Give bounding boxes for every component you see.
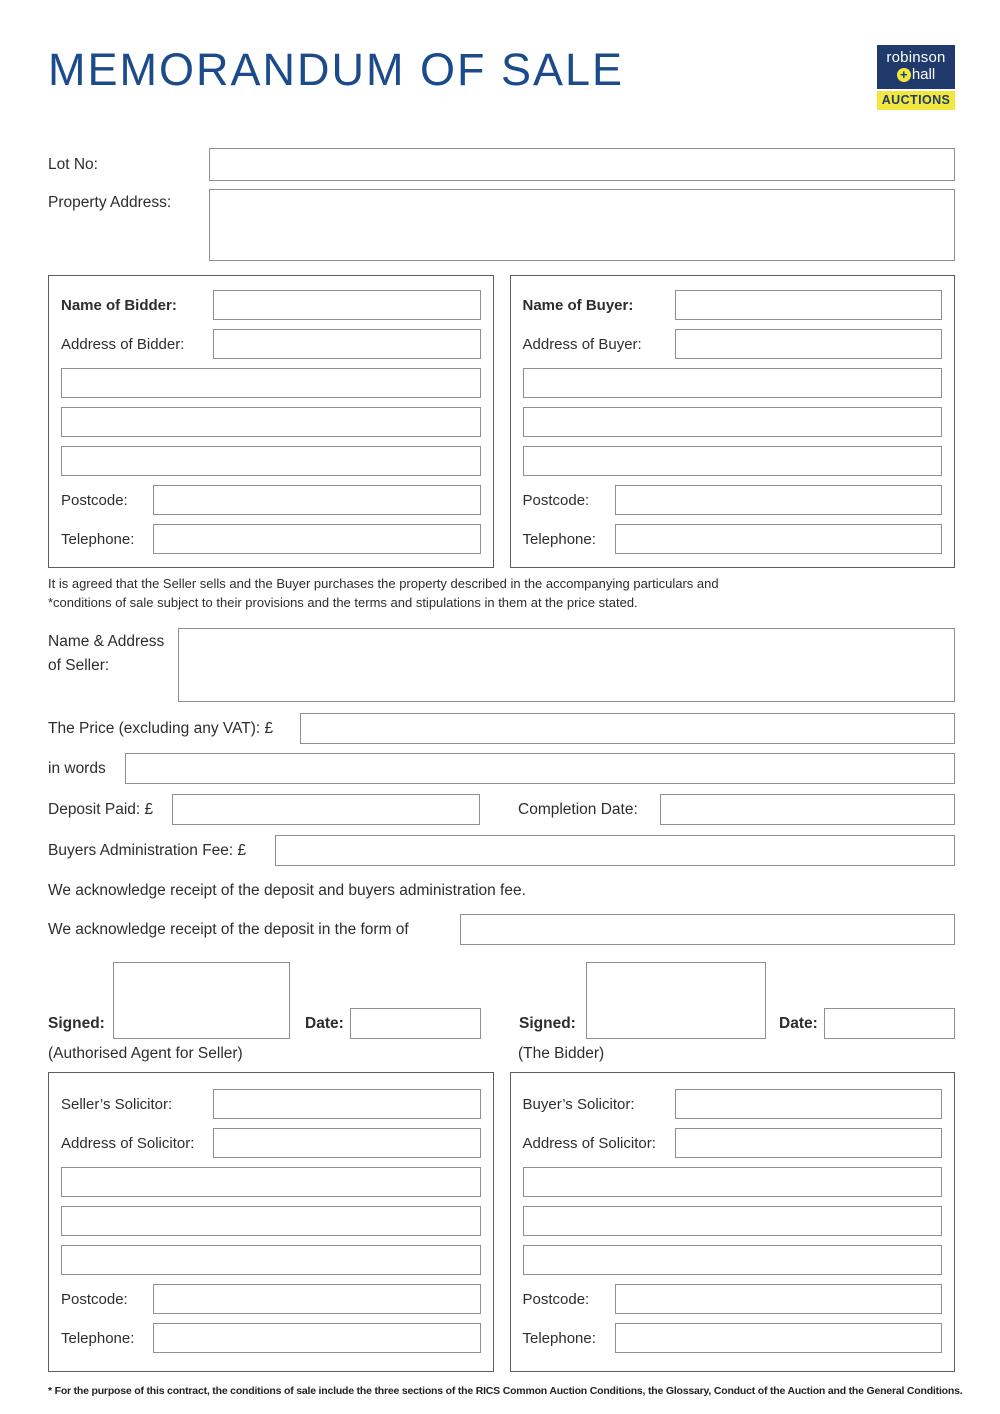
name-of-bidder-input[interactable] bbox=[213, 290, 481, 320]
bidder-name-row bbox=[61, 290, 481, 320]
buyer-name-row bbox=[523, 290, 943, 320]
deposit-completion-row bbox=[48, 794, 955, 825]
signature-captions bbox=[48, 1045, 955, 1063]
buyer-solicitor-address-input[interactable] bbox=[675, 1128, 943, 1158]
bidder-address-row bbox=[61, 329, 481, 359]
buyer-telephone-row bbox=[523, 524, 943, 554]
property-address-label: Property Address: bbox=[48, 194, 172, 211]
buyer-address-row bbox=[523, 329, 943, 359]
deposit-form-input[interactable] bbox=[460, 914, 955, 945]
price-label: The Price (excluding any VAT): £ bbox=[48, 719, 274, 737]
seller-solicitor-address-line-row bbox=[61, 1245, 481, 1275]
agent-date-input[interactable] bbox=[350, 1008, 481, 1039]
completion-date-label: Completion Date: bbox=[518, 800, 638, 818]
seller-solicitor-label: Seller’s Solicitor: bbox=[61, 1095, 173, 1113]
seller-solicitor-telephone-row bbox=[61, 1323, 481, 1353]
buyer-solicitor-name-row bbox=[523, 1089, 943, 1119]
bidder-date-input[interactable] bbox=[824, 1008, 955, 1039]
buyer-solicitor-address-line-input[interactable] bbox=[523, 1245, 943, 1275]
price-in-words-input[interactable] bbox=[125, 753, 955, 784]
buyer-solicitor-telephone-row bbox=[523, 1323, 943, 1353]
bidder-postcode-input[interactable] bbox=[153, 485, 481, 515]
seller-solicitor-box bbox=[48, 1072, 494, 1372]
address-of-buyer-input[interactable] bbox=[675, 329, 943, 359]
name-of-bidder-label: Name of Bidder: bbox=[61, 296, 177, 314]
signature-row bbox=[48, 962, 955, 1039]
buyer-solicitor-address-line-input[interactable] bbox=[523, 1206, 943, 1236]
brand-logo bbox=[877, 45, 955, 110]
bidder-address-line-row bbox=[61, 407, 481, 437]
buyer-solicitor-input[interactable] bbox=[675, 1089, 943, 1119]
logo-line1: robinson bbox=[886, 49, 946, 66]
buyer-address-line-row bbox=[523, 368, 943, 398]
seller-solicitor-address-line-input[interactable] bbox=[61, 1245, 481, 1275]
page-title: MEMORANDUM OF SALE bbox=[48, 44, 625, 95]
seller-solicitor-address-input[interactable] bbox=[213, 1128, 481, 1158]
seller-solicitor-address-label: Address of Solicitor: bbox=[61, 1134, 195, 1152]
buyer-solicitor-postcode-label: Postcode: bbox=[522, 1290, 590, 1308]
bidder-address-line-row bbox=[61, 368, 481, 398]
buyer-postcode-row bbox=[523, 485, 943, 515]
bidder-address-line-input[interactable] bbox=[61, 407, 481, 437]
seller-solicitor-postcode-label: Postcode: bbox=[61, 1290, 128, 1308]
logo-wordmark bbox=[877, 45, 955, 89]
buyer-address-line-input[interactable] bbox=[523, 368, 943, 398]
seller-solicitor-input[interactable] bbox=[213, 1089, 481, 1119]
logo-line2-text: hall bbox=[911, 65, 936, 83]
seller-solicitor-telephone-input[interactable] bbox=[153, 1323, 481, 1353]
agreement-text bbox=[48, 574, 955, 612]
ack-deposit-fee-text: We acknowledge receipt of the deposit and buyers administration fee. bbox=[48, 882, 526, 899]
buyer-solicitor-postcode-input[interactable] bbox=[615, 1284, 943, 1314]
seller-solicitor-address-line-row bbox=[61, 1167, 481, 1197]
seller-solicitor-telephone-label: Telephone: bbox=[61, 1329, 135, 1347]
footnote: * For the purpose of this contract, the conditions of sale include the three sections of the RICS Common Auction Conditions, the Glossary, Conduct of the Auction and the General Conditions. bbox=[48, 1385, 963, 1397]
seller-solicitor-postcode-input[interactable] bbox=[153, 1284, 481, 1314]
admin-fee-row bbox=[48, 835, 955, 866]
name-of-buyer-label: Name of Buyer: bbox=[522, 296, 634, 314]
bidder-address-line-row bbox=[61, 446, 481, 476]
lot-no-row bbox=[48, 148, 955, 181]
completion-date-input[interactable] bbox=[660, 794, 955, 825]
buyer-solicitor-address-line-row bbox=[523, 1206, 943, 1236]
logo-banner: AUCTIONS bbox=[877, 91, 955, 110]
property-address-row bbox=[48, 189, 955, 261]
buyer-box bbox=[510, 275, 956, 568]
seller-solicitor-address-line-input[interactable] bbox=[61, 1206, 481, 1236]
bidder-signed-label: Signed: bbox=[519, 1015, 576, 1032]
bidder-signature-box[interactable] bbox=[586, 962, 766, 1039]
price-row bbox=[48, 713, 955, 744]
buyer-address-line-row bbox=[523, 446, 943, 476]
lot-no-label: Lot No: bbox=[48, 155, 98, 173]
deposit-paid-input[interactable] bbox=[172, 794, 480, 825]
logo-line2 bbox=[877, 67, 955, 84]
plus-circle-icon: + bbox=[897, 68, 911, 82]
seller-solicitor-address-line-row bbox=[61, 1206, 481, 1236]
bidder-telephone-row bbox=[61, 524, 481, 554]
ack-deposit-form-label: We acknowledge receipt of the deposit in the form of bbox=[48, 920, 409, 938]
address-of-buyer-label: Address of Buyer: bbox=[522, 335, 642, 353]
seller-solicitor-postcode-row bbox=[61, 1284, 481, 1314]
bidder-telephone-input[interactable] bbox=[153, 524, 481, 554]
ack-deposit-form-row bbox=[48, 914, 955, 945]
buyer-solicitor-postcode-row bbox=[523, 1284, 943, 1314]
buyer-telephone-label: Telephone: bbox=[522, 530, 596, 548]
seller-solicitor-address-row bbox=[61, 1128, 481, 1158]
in-words-label: in words bbox=[48, 759, 106, 777]
buyer-solicitor-address-label: Address of Solicitor: bbox=[522, 1134, 656, 1152]
bidder-address-line-input[interactable] bbox=[61, 446, 481, 476]
admin-fee-input[interactable] bbox=[275, 835, 955, 866]
seller-solicitor-address-line-input[interactable] bbox=[61, 1167, 481, 1197]
address-of-bidder-input[interactable] bbox=[213, 329, 481, 359]
bidder-address-line-input[interactable] bbox=[61, 368, 481, 398]
address-of-bidder-label: Address of Bidder: bbox=[61, 335, 185, 353]
bidder-postcode-label: Postcode: bbox=[61, 491, 128, 509]
buyer-telephone-input[interactable] bbox=[615, 524, 943, 554]
seller-name-address-label: Name & Address of Seller: bbox=[48, 633, 165, 674]
buyer-address-line-input[interactable] bbox=[523, 407, 943, 437]
agreement-line2: *conditions of sale subject to their provisions and the terms and stipulations in them at the price stated. bbox=[48, 595, 638, 610]
bidder-box bbox=[48, 275, 494, 568]
property-address-input[interactable] bbox=[209, 189, 955, 261]
buyer-solicitor-address-row bbox=[523, 1128, 943, 1158]
agent-date-label: Date: bbox=[305, 1015, 344, 1032]
agent-signature-box[interactable] bbox=[113, 962, 290, 1039]
bidder-caption: (The Bidder) bbox=[518, 1045, 605, 1062]
admin-fee-label: Buyers Administration Fee: £ bbox=[48, 841, 247, 859]
seller-name-address-input[interactable] bbox=[178, 628, 955, 702]
buyer-address-line-row bbox=[523, 407, 943, 437]
price-in-words-row bbox=[48, 753, 955, 784]
header bbox=[48, 34, 955, 118]
name-of-buyer-input[interactable] bbox=[675, 290, 943, 320]
agent-signed-label: Signed: bbox=[48, 1015, 105, 1032]
seller-row bbox=[48, 628, 955, 702]
buyer-postcode-input[interactable] bbox=[615, 485, 943, 515]
seller-solicitor-name-row bbox=[61, 1089, 481, 1119]
buyer-solicitor-telephone-label: Telephone: bbox=[522, 1329, 596, 1347]
buyer-solicitor-label: Buyer’s Solicitor: bbox=[522, 1095, 635, 1113]
solicitor-boxes bbox=[48, 1072, 955, 1372]
bidder-postcode-row bbox=[61, 485, 481, 515]
lot-no-input[interactable] bbox=[209, 148, 955, 181]
bidder-date-label: Date: bbox=[779, 1015, 818, 1032]
party-boxes bbox=[48, 275, 955, 568]
buyer-solicitor-address-line-row bbox=[523, 1245, 943, 1275]
buyer-solicitor-telephone-input[interactable] bbox=[615, 1323, 943, 1353]
deposit-paid-label: Deposit Paid: £ bbox=[48, 800, 154, 818]
buyer-solicitor-address-line-input[interactable] bbox=[523, 1167, 943, 1197]
buyer-address-line-input[interactable] bbox=[523, 446, 943, 476]
agent-caption: (Authorised Agent for Seller) bbox=[48, 1045, 243, 1062]
bidder-telephone-label: Telephone: bbox=[61, 530, 135, 548]
price-input[interactable] bbox=[300, 713, 955, 744]
buyer-solicitor-box bbox=[510, 1072, 956, 1372]
buyer-postcode-label: Postcode: bbox=[522, 491, 590, 509]
agreement-line1: It is agreed that the Seller sells and the Buyer purchases the property described in the accompanying particulars and bbox=[48, 576, 719, 591]
buyer-solicitor-address-line-row bbox=[523, 1167, 943, 1197]
